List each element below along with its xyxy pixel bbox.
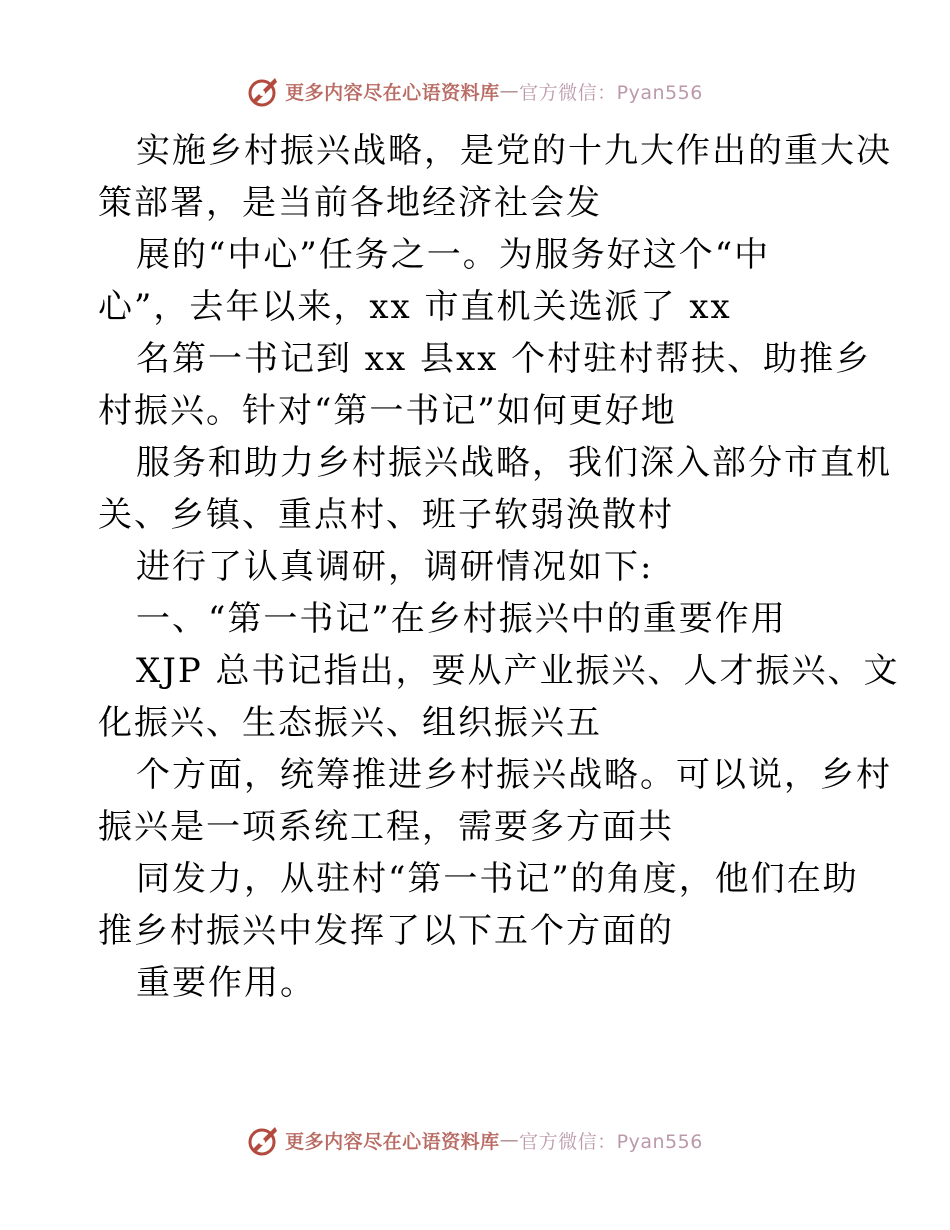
text-line: 振兴是一项系统工程，需要多方面共 (98, 807, 674, 847)
text-line: 展的“中心”任务之一。为服务好这个“中 (136, 235, 771, 275)
document-body (98, 125, 900, 1009)
watermark-dash: — (499, 80, 520, 102)
quill-logo-icon (247, 74, 281, 108)
header-watermark (0, 71, 950, 111)
text-line: 化振兴、生态振兴、组织振兴五 (98, 703, 602, 743)
text-line: 推乡村振兴中发挥了以下五个方面的 (98, 911, 674, 951)
watermark-main-text: 更多内容尽在心语资料库 (285, 1130, 500, 1153)
text-line: 村振兴。针对“第一书记”如何更好地 (98, 391, 677, 431)
text-line: 进行了认真调研，调研情况如下: (136, 547, 654, 587)
text-line: 关、乡镇、重点村、班子软弱涣散村 (98, 495, 674, 535)
watermark-dash: — (499, 1129, 520, 1151)
watermark-main-text: 更多内容尽在心语资料库 (285, 81, 500, 104)
text-line: XJP 总书记指出，要从产业振兴、人才振兴、文 (136, 651, 900, 691)
text-line: 名第一书记到 xx 县xx 个村驻村帮扶、助推乡 (136, 339, 872, 379)
watermark-wechat-text: 官方微信：Pyan556 (519, 81, 703, 104)
text-line: 实施乡村振兴战略，是党的十九大作出的重大决 (136, 131, 892, 171)
text-line: 重要作用。 (136, 963, 316, 1003)
text-line: 个方面，统筹推进乡村振兴战略。可以说，乡村 (136, 755, 892, 795)
text-line: 同发力，从驻村“第一书记”的角度，他们在助 (136, 859, 859, 899)
text-line: 一、“第一书记”在乡村振兴中的重要作用 (136, 599, 787, 639)
footer-watermark (0, 1120, 950, 1160)
text-line: 策部署，是当前各地经济社会发 (98, 183, 602, 223)
text-line: 心”，去年以来，xx 市直机关选派了 xx (98, 287, 732, 327)
watermark-wechat-text: 官方微信：Pyan556 (519, 1130, 703, 1153)
quill-logo-icon (247, 1123, 281, 1157)
text-line: 服务和助力乡村振兴战略，我们深入部分市直机 (136, 443, 892, 483)
